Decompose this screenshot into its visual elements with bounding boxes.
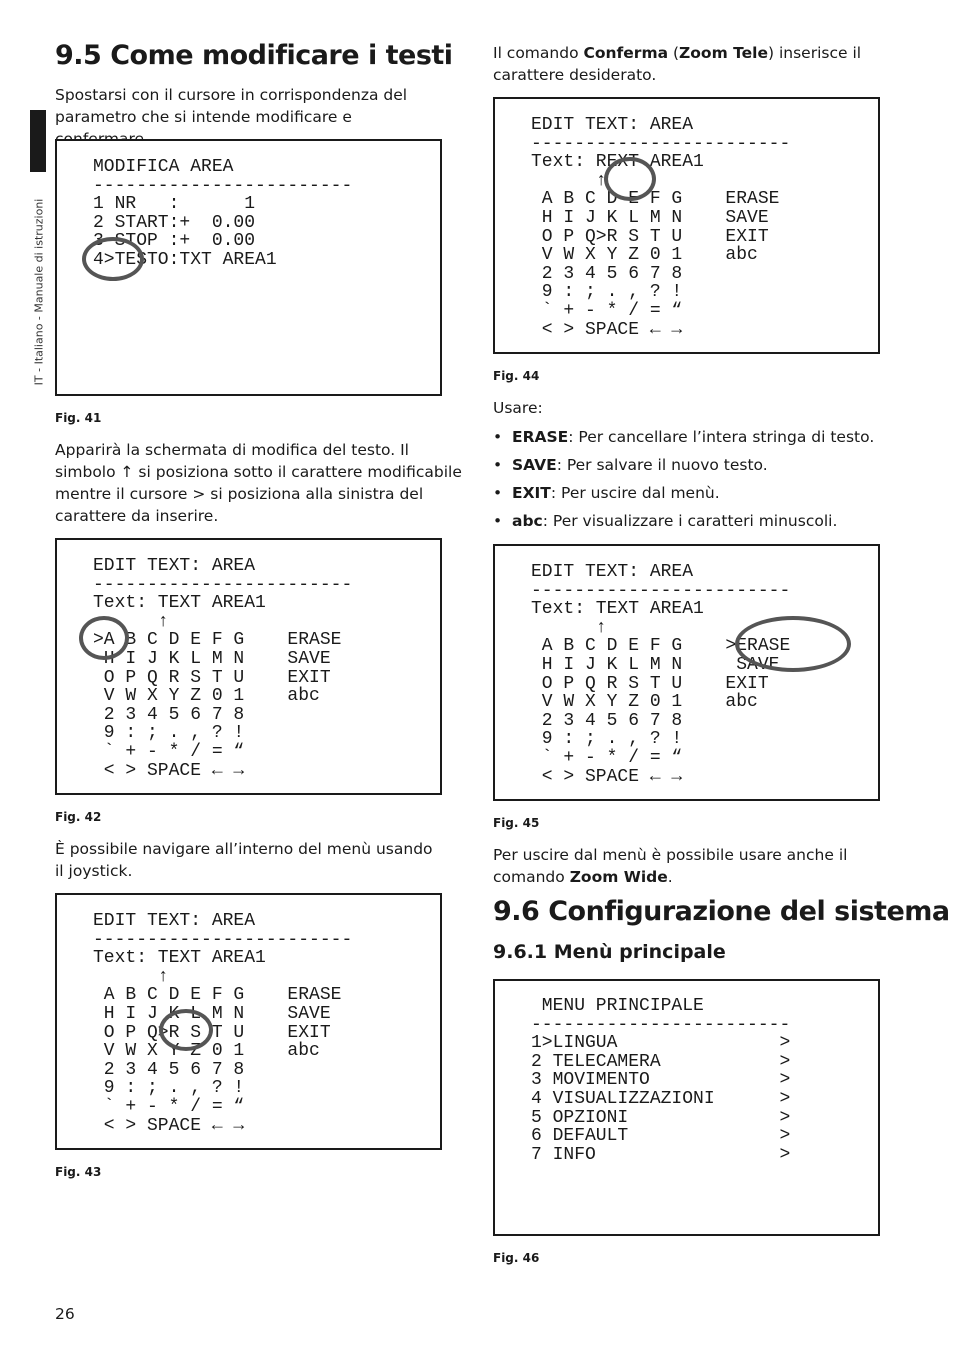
- highlight-circle: [604, 157, 656, 201]
- highlight-circle: [82, 237, 144, 281]
- text-run: (: [668, 44, 680, 62]
- osd-text: EDIT TEXT: AREA ------------------------ Text: TEXT AREA1 ↑ >A B C D E F G ERASE H I J K L M N SAVE O P Q R S T U EXIT V W X Y Z 0 1 abc 2 3 4 5 6 7 8 9 : ; . , ? ! ` + - * / = “ < > SPACE ← →: [93, 556, 353, 781]
- options-list: [493, 426, 893, 538]
- figure-caption: Fig. 46: [493, 1251, 540, 1265]
- term-desc: : Per cancellare l’intera stringa di testo.: [568, 428, 875, 446]
- text-run: .: [667, 868, 673, 886]
- term-conferma: Conferma: [583, 44, 669, 62]
- term-desc: : Per salvare il nuovo testo.: [556, 456, 768, 474]
- term-zoom-wide: Zoom Wide: [569, 868, 668, 886]
- paragraph-usare: Usare:: [493, 399, 543, 417]
- section-title-9-6: 9.6 Configurazione del sistema: [493, 896, 950, 927]
- list-item: [493, 426, 893, 454]
- osd-text: MENU PRINCIPALE ------------------------ 1>LINGUA > 2 TELECAMERA > 3 MOVIMENTO > 4 VISUALIZZAZIONI > 5 OPZIONI > 6 DEFAULT > 7 INFO >: [531, 996, 791, 1165]
- figure-caption: Fig. 41: [55, 411, 102, 425]
- term-desc: : Per visualizzare i caratteri minuscoli.: [542, 512, 838, 530]
- osd-screen-fig42: [55, 538, 442, 795]
- osd-screen-fig44: [493, 97, 880, 354]
- page-number: 26: [55, 1305, 75, 1323]
- osd-screen-fig45: [493, 544, 880, 801]
- osd-screen-fig46: [493, 979, 880, 1236]
- highlight-circle: [79, 616, 129, 660]
- paragraph-exit: [493, 844, 893, 888]
- subsection-title-9-6-1: 9.6.1 Menù principale: [493, 941, 726, 963]
- text-run: Per uscire dal menù è possibile usare anche il comando: [493, 846, 848, 886]
- list-item: [493, 482, 893, 510]
- paragraph-edit-screen: Apparirà la schermata di modifica del testo. Il simbolo ↑ si posiziona sotto il carattere modificabile mentre il cursore > si posiziona alla sinistra del carattere da inserire.: [55, 441, 462, 525]
- paragraph-navigate: È possibile navigare all’interno del menù usando il joystick.: [55, 840, 433, 880]
- figure-caption: Fig. 44: [493, 369, 540, 383]
- term-erase: ERASE: [512, 428, 569, 446]
- figure-caption: Fig. 42: [55, 810, 102, 824]
- highlight-circle: [735, 616, 851, 672]
- sidebar-label: IT - Italiano - Manuale di istruzioni: [32, 198, 46, 386]
- text-run: Il comando: [493, 44, 584, 62]
- intro-paragraph: Spostarsi con il cursore in corrispondenza del parametro che si intende modificare e: [55, 86, 408, 126]
- text-run: ) inserisce il carattere desiderato.: [493, 44, 862, 84]
- term-zoom-tele: Zoom Tele: [679, 44, 768, 62]
- section-title-9-5: 9.5 Come modificare i testi: [55, 40, 453, 71]
- osd-screen-fig41: [55, 139, 442, 396]
- term-save: SAVE: [512, 456, 557, 474]
- section-tab-marker: [30, 110, 46, 172]
- osd-text: MODIFICA AREA ------------------------ 1 NR : 1 2 START:+ 0.00 3 STOP :+ 0.00 4>TESTO:TXT AREA1: [93, 157, 353, 270]
- term-abc: abc: [512, 512, 543, 530]
- term-exit: EXIT: [512, 484, 551, 502]
- list-item: [493, 454, 893, 482]
- osd-text: EDIT TEXT: AREA ------------------------ Text: TEXT AREA1 ↑ A B C D E F G ERASE H I J K L M N SAVE O P Q>R S T U EXIT V W X Y Z 0 1 abc 2 3 4 5 6 7 8 9 : ; . , ? ! ` + - * / = “ < > SPACE ← →: [93, 911, 353, 1136]
- paragraph-confirm: [493, 42, 893, 86]
- list-item: [493, 510, 893, 538]
- osd-screen-fig43: [55, 893, 442, 1150]
- figure-caption: Fig. 43: [55, 1165, 102, 1179]
- figure-caption: Fig. 45: [493, 816, 540, 830]
- term-desc: : Per uscire dal menù.: [550, 484, 720, 502]
- osd-text: EDIT TEXT: AREA ------------------------ Text: TEXT AREA1 ↑ A B C D E F G >ERASE H I J K L M N SAVE O P Q R S T U EXIT V W X Y Z 0 1 abc 2 3 4 5 6 7 8 9 : ; . , ? ! ` + - * / = “ < > SPACE ← →: [531, 562, 791, 787]
- osd-text: EDIT TEXT: AREA ------------------------ Text: REXT AREA1 ↑ A B C D E F G ERASE H I J K L M N SAVE O P Q>R S T U EXIT V W X Y Z 0 1 abc 2 3 4 5 6 7 8 9 : ; . , ? ! ` + - * / = “ < > SPACE ← →: [531, 115, 791, 340]
- highlight-circle: [159, 1009, 213, 1051]
